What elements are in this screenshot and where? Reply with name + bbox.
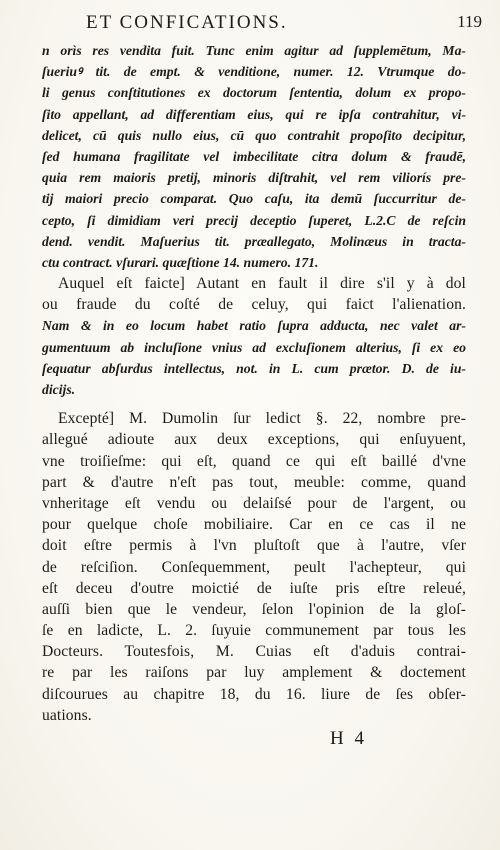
text-line: vne troiſieſme: qui eſt, quand ce qui eſt baillé d'vne xyxy=(42,452,466,470)
text-line: dend. vendit. Maſuerius tit. præallegato, Molinæus in tracta- xyxy=(42,233,466,249)
text-line: vnheritage eſt vendu ou delaiſsé pour de l'argent, ou xyxy=(42,494,466,512)
text-line: Excepté] M. Dumolin ſur ledict §. 22, nombre pre- xyxy=(58,410,466,428)
text-line: ſe en ladicte, L. 2. ſuyuie communement par tous les xyxy=(42,622,466,640)
signature-mark: H 4 xyxy=(330,728,367,749)
text-line: tij maiori precio comparat. Quo caſu, ita demū ſuccurritur de- xyxy=(42,191,466,207)
text-line: ou fraude du coſté de celuy, qui faict l'alienation. xyxy=(42,296,466,314)
text-line: auſſi bien que le vendeur, ſelon l'opinion de la gloſ- xyxy=(42,600,466,618)
text-line: ſequatur abſurdus intellectus, not. in L. cum prætor. D. de iu- xyxy=(42,360,466,376)
text-line: ctu contract. vſurari. quæſtione 14. numero. 171. xyxy=(42,254,319,270)
text-line: uations. xyxy=(42,706,92,724)
main-text xyxy=(42,40,466,726)
text-line: ſito appellant, ad differentiam eius, qui re ipſa contrahitur, vi- xyxy=(42,106,466,122)
running-header xyxy=(44,8,482,34)
text-line: diſcourues au chapitre 18, du 16. liure de ſes obſer- xyxy=(42,685,466,703)
latin-paragraph-2 xyxy=(42,315,466,400)
text-line: allegué adioute aux deux exceptions, qui enſuyuent, xyxy=(42,431,466,449)
text-line: gumentuum ab incluſione vnius ad excluſionem alterius, ſi ex eo xyxy=(42,339,466,355)
text-line: delicet, cū quis nullo eius, cū quo contrahit propoſito decipitur, xyxy=(42,127,466,143)
french-paragraph-2 xyxy=(42,408,466,726)
text-line: n orìs res vendita fuit. Tunc enim agitur ad ſupplemētum, Ma- xyxy=(42,43,466,58)
text-line: re par les raiſons par luy amplement & doctement xyxy=(42,664,466,682)
french-paragraph-1 xyxy=(42,273,466,315)
text-line: quia rem maioris pretij, minoris diſtrahit, vel rem viliorís pre- xyxy=(42,170,466,186)
text-line: ſed humana fragilitate vel imbecilitate citra dolum & fraudē, xyxy=(42,148,466,164)
text-line: pour quelque choſe mobiliaire. Car en ce cas il ne xyxy=(42,516,466,534)
text-line: li genus conſtitutiones ex doctorum ſententia, dolum ex propo- xyxy=(42,85,466,101)
running-title: ET CONFICATIONS. xyxy=(86,12,288,33)
text-line: doit eſtre permis à l'vn pluſtoſt que à l'autre, vſer xyxy=(42,537,466,555)
text-line: dicijs. xyxy=(42,382,76,397)
page-number: 119 xyxy=(457,12,482,31)
text-line: part & d'autre n'eſt pas tout, meuble: comme, quand xyxy=(42,473,466,491)
text-line: Nam & in eo locum habet ratio ſupra adducta, nec valet ar- xyxy=(42,318,466,334)
text-line: Auquel eſt faicte] Autant en fault il dire s'il y à dol xyxy=(58,275,466,293)
text-line: eſt deceu d'outre moictié de iuſte pris eſtre releué, xyxy=(42,579,466,597)
paragraph-gap xyxy=(42,400,466,408)
text-line: cepto, ſi dimidiam veri precij deceptio ſuperet, L.2.C de reſcin xyxy=(42,212,466,228)
text-line: de reſciſion. Conſequemment, peult l'achepteur, qui xyxy=(42,558,466,576)
text-line: Docteurs. Toutesfois, M. Cuias eſt d'aduis contrai- xyxy=(42,643,466,661)
latin-paragraph-1 xyxy=(42,40,466,273)
text-line: ſueriuꝰ tit. de empt. & venditione, numer. 12. Vtrumque do- xyxy=(42,64,466,80)
